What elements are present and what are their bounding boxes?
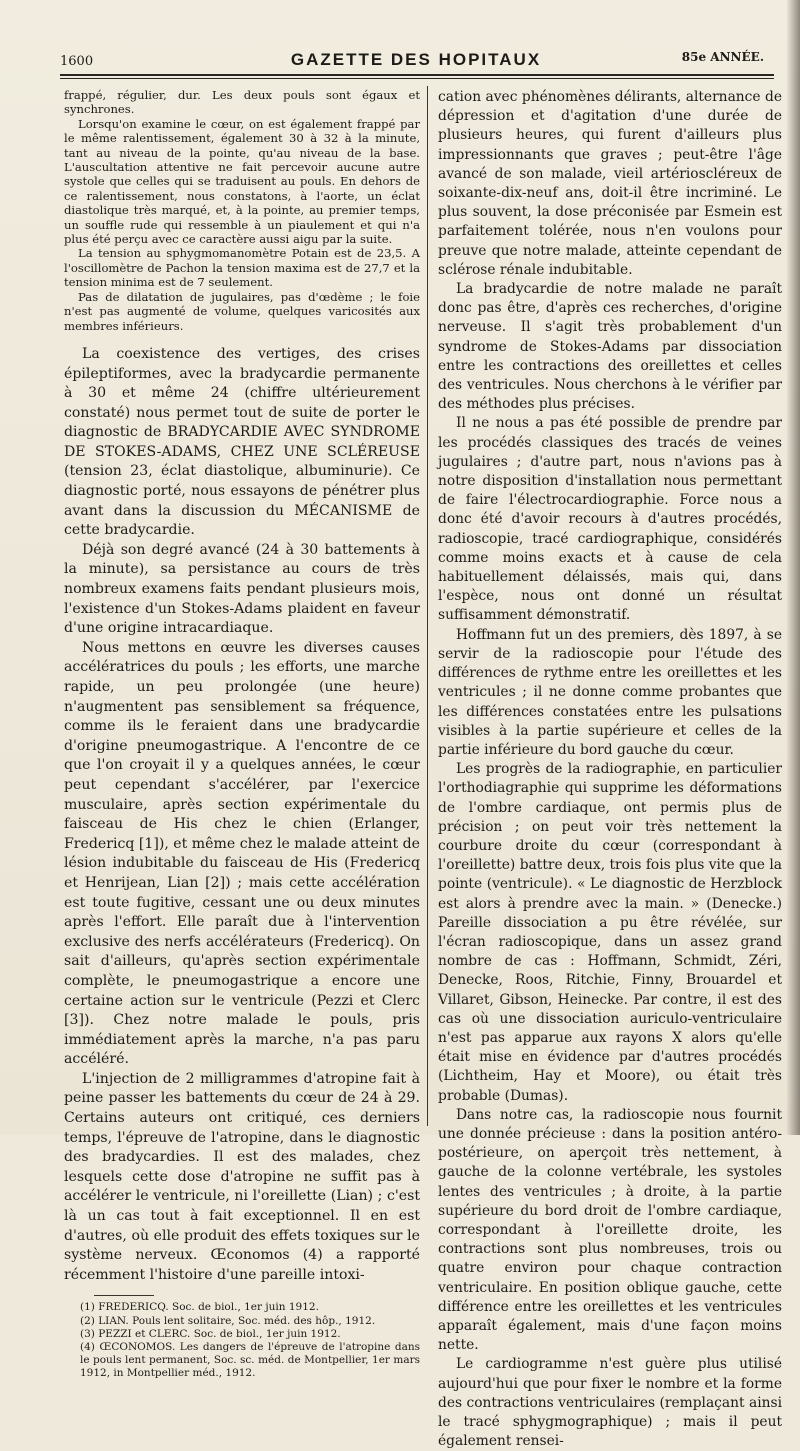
header-rule-thick <box>60 74 774 76</box>
left-column <box>64 88 420 1381</box>
column-separator <box>427 86 428 1126</box>
observation-paragraph: Lorsqu'on examine le cœur, on est également frappé par le même ralentissement, également 30 à 32 à la minute, tant au niveau de la pointe, qu'au niveau de la base. L'auscultation attentive ne fait percevoir aucune autre systole que celles qui se traduisent au pouls. En dehors de ce ralentissement, nous constatons, à l'aorte, un éclat diastolique très marqué, et, à la pointe, au premier temps, un souffle rude qui ressemble à un piaulement et qui n'a plus été perçu avec ce caractère aussi aigu par la suite. <box>64 116 420 247</box>
page-number: 1600 <box>60 54 94 69</box>
body-paragraph: La bradycardie de notre malade ne paraît donc pas être, d'après ces recherches, d'origine nerveuse. Il s'agit très probablement d'un syndrome de Stokes-Adams par dissociation entre les contractions des oreillettes et celles des ventricules. Nous cherchons à le vérifier par des méthodes plus précises. <box>438 281 782 413</box>
body-paragraph: La coexistence des vertiges, des crises épileptiformes, avec la bradycardie permanente à 30 et même 24 (chiffre ultérieurement constaté) nous permet tout de suite de porter le diagnostic de BRADYCARDIE AVEC SYNDROME DE STOKES-ADAMS, CHEZ UNE SCLÉREUSE (tension 23, éclat diastolique, albuminurie). Ce diagnostic porté, nous essayons de pénétrer plus avant dans la discussion du MÉCANISME de cette bradycardie. <box>64 345 420 539</box>
right-column <box>438 88 782 1451</box>
footnote: (1) FREDERICQ. Soc. de biol., 1er juin 1912. <box>80 1301 319 1314</box>
page-edge-shadow <box>786 0 800 1135</box>
footnote: (3) PEZZI et CLERC. Soc. de biol., 1er juin 1912. <box>80 1327 341 1340</box>
body-paragraph: Hoffmann fut un des premiers, dès 1897, à se servir de la radioscopie pour l'étude des différences de rythme entre les oreillettes et les ventricules ; il ne donne comme probantes que les différences constatées entre les pulsations visibles à la partie supérieure et celles de la partie inférieure du bord gauche du cœur. <box>438 626 782 758</box>
year-label: 85e ANNÉE. <box>681 50 764 64</box>
body-paragraph: Dans notre cas, la radioscopie nous fournit une donnée précieuse : dans la position antéro-postérieure, on aperçoit très nettement, à gauche de la colonne vertébrale, les systoles lentes des ventricules ; à droite, à la partie supérieure du bord droit de l'ombre cardiaque, correspondant à l'oreillette droite, les contractions sont plus nombreuses, trois ou quatre environ pour chaque contraction ventriculaire. En position oblique gauche, cette différence entre les oreillettes et les ventricules apparaît également, mais d'une façon moins nette. <box>438 1106 782 1354</box>
body-paragraph: Il ne nous a pas été possible de prendre par les procédés classiques des tracés de veines jugulaires ; d'autre part, nous n'avions pas à notre disposition d'installation nous permettant de faire l'électrocardiographie. Force nous a donc été d'avoir recours à d'autres procédés, radioscopie, tracé cardiographique, considérés comme moins exacts et à cause de cela habituellement délaissés, mais qui, dans l'espèce, nous ont donné un résultat suffisamment démonstratif. <box>438 415 782 624</box>
body-paragraph: L'injection de 2 milligrammes d'atropine fait à peine passer les battements du cœur de 24 à 29. Certains auteurs ont critiqué, ces derniers temps, l'épreuve de l'atropine, dans le diagnostic des bradycardies. Il est des malades, chez lesquels cette dose d'atropine ne suffit pas à accélérer le ventricule, ni l'oreillette (Lian) ; c'est là un cas tout à fait exceptionnel. Il en est d'autres, où elle produit des effets toxiques sur le système nerveux. Œconomos (4) a rapporté récemment l'histoire d'une pareille intoxi- <box>64 1070 420 1283</box>
observation-paragraph: frappé, régulier, dur. Les deux pouls sont égaux et synchrones. <box>64 88 420 117</box>
body-paragraph: Les progrès de la radiographie, en particulier l'orthodiagraphie qui supprime les déformations de l'ombre cardiaque, ont permis plus de précision ; on peut voir très nettement la courbure droite du cœur (correspondant à l'oreillette) battre deux, trois fois plus vite que la pointe (ventricule). « Le diagnostic de Herzblock est alors à prendre avec la main. » (Denecke.) Pareille dissociation a pu être révélée, sur l'écran radioscopique, dans un assez grand nombre de cas : Hoffmann, Schmidt, Zéri, Denecke, Roos, Ritchie, Finny, Brouardel et Villaret, Gibson, Heinecke. Par contre, il est des cas où une dissociation auriculo-ventriculaire n'est pas apparue aux rayons X alors qu'elle était mise en évidence par d'autres procédés (Lichtheim, Hay et Moore), ou était très probable (Dumas). <box>438 761 782 1104</box>
observation-paragraph: Pas de dilatation de jugulaires, pas d'œdème ; le foie n'est pas augmenté de volume, quelques varicosités aux membres inférieurs. <box>64 289 420 333</box>
footnote: (4) ŒCONOMOS. Les dangers de l'épreuve de l'atropine dans le pouls lent permanent, Soc. sc. méd. de Montpellier, 1er mars 1912, in Montpellier méd., 1912. <box>80 1341 420 1380</box>
body-paragraph: Le cardiogramme n'est guère plus utilisé aujourd'hui que pour fixer le nombre et la forme des contractions ventriculaires (remplaçant ainsi le tracé sphygmographique) ; mais il peut également rensei- <box>438 1356 782 1450</box>
case-observation <box>64 88 420 333</box>
footnote-rule <box>94 1295 154 1296</box>
discussion-text <box>64 345 420 1286</box>
page-header <box>60 40 772 70</box>
header-rule-thin <box>60 78 774 79</box>
observation-paragraph: La tension au sphygmomanomètre Potain est de 23,5. A l'oscillomètre de Pachon la tension maxima est de 27,7 et la tension minima est de 7 seulement. <box>64 246 420 290</box>
body-paragraph: Nous mettons en œuvre les diverses causes accélératrices du pouls ; les efforts, une marche rapide, un peu prolongée (une heure) n'augmentent pas sensiblement sa fréquence, comme ils le feraient dans une bradycardie d'origine pneumogastrique. A l'encontre de ce que l'on croyait il y a quelques années, le cœur peut cependant s'accélérer, par l'exercice musculaire, après section expérimentale du faisceau de His chez le chien (Erlanger, Fredericq [1]), et même chez le malade atteint de lésion indubitable du faisceau de His (Fredericq et Henrijean, Lian [2]) ; mais cette accélération est toute fugitive, cessant une ou deux minutes après l'effort. Elle paraît due à l'intervention exclusive des nerfs accélérateurs (Fredericq). On sait d'ailleurs, qu'après section expérimentale complète, le pneumogastrique a encore une certaine action sur le ventricule (Pezzi et Clerc [3]). Chez notre malade le pouls, pris immédiatement après la marche, n'a pas paru accéléré. <box>64 639 420 1068</box>
body-paragraph: cation avec phénomènes délirants, alternance de dépression et d'agitation d'une durée de plusieurs heures, qui furent d'ailleurs plus impressionnants que graves ; peut-être l'âge avancé de son malade, vieil artérioscléreux de soixante-dix-neuf ans, doit-il être incriminé. Le plus souvent, la dose préconisée par Esmein est parfaitement tolérée, nous n'en voulons pour preuve que notre malade, atteinte cependant de sclérose rénale indubitable. <box>438 89 782 278</box>
footnotes <box>64 1301 420 1380</box>
journal-title: GAZETTE DES HOPITAUX <box>290 50 542 69</box>
body-paragraph: Déjà son degré avancé (24 à 30 battements à la minute), sa persistance au cours de très nombreux examens faits pendant plusieurs mois, l'existence d'un Stokes-Adams plaident en faveur d'une origine intracardiaque. <box>64 541 420 637</box>
footnote: (2) LIAN. Pouls lent solitaire, Soc. méd. des hôp., 1912. <box>80 1314 376 1327</box>
